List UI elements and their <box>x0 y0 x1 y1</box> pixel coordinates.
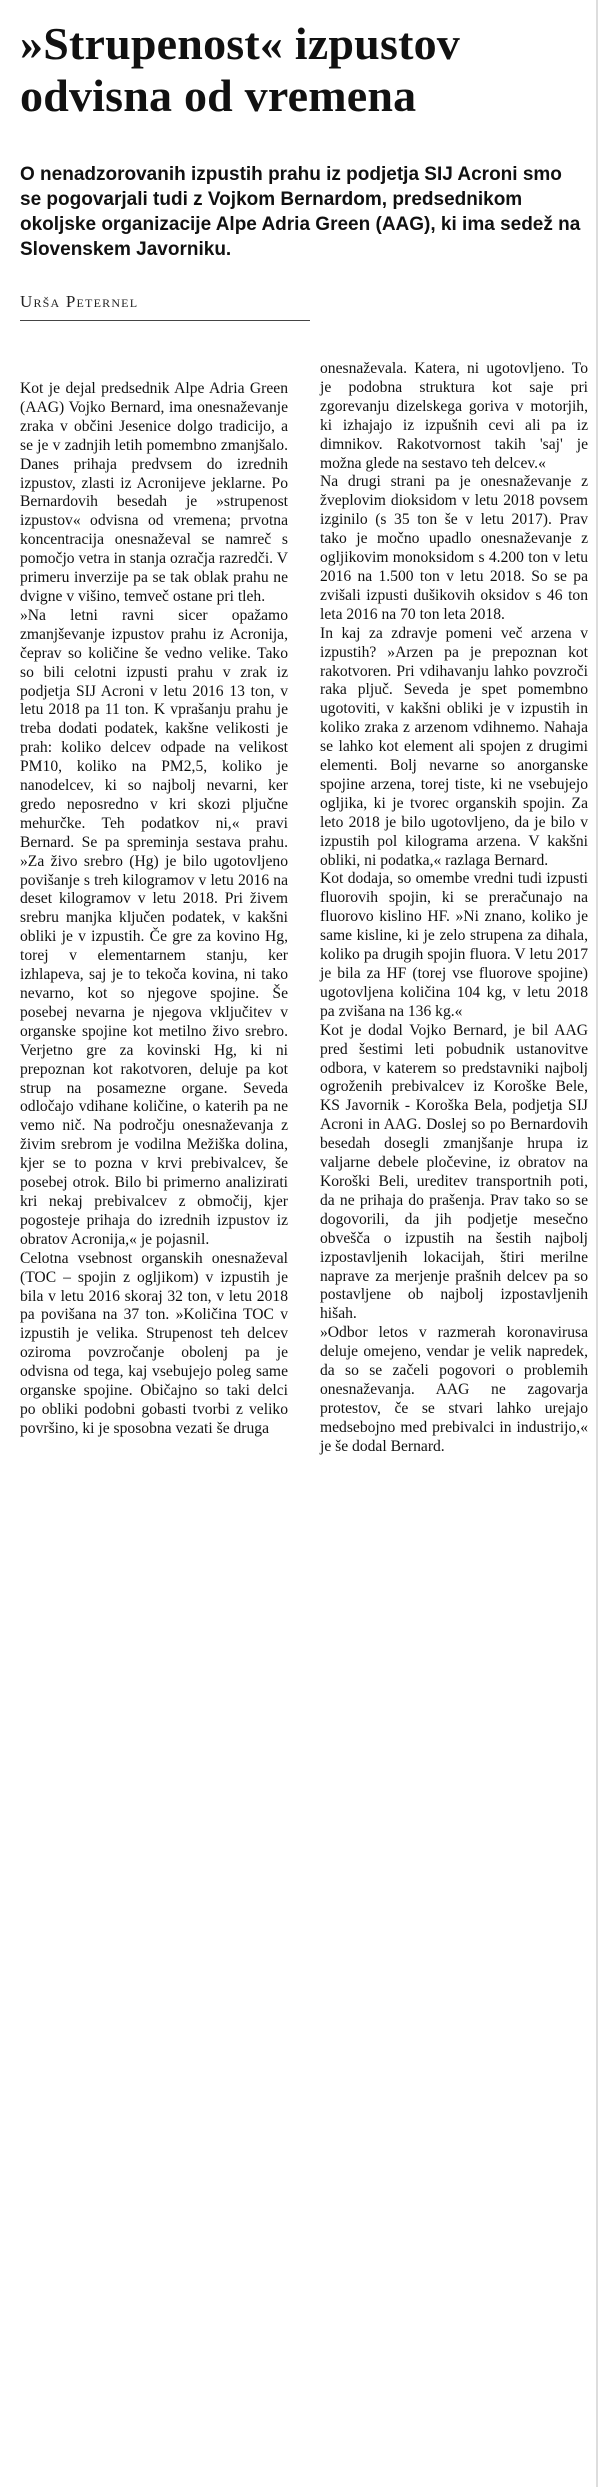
right-paragraph-2: Na drugi strani pa je onesnaževanje z žveplovim dioksidom v letu 2018 povsem izginilo (s 35 ton še v letu 2017). Prav tako je močno upadlo onesnaževanje z ogljikovim monoksidom s 4.200 ton v letu 2016 na 1.500 ton v letu 2018. So se pa zvišali izpusti dušikovih oksidov s 46 ton leta 2016 na 70 ton leta 2018. <box>320 473 588 623</box>
author-byline: Urša Peternel <box>20 292 139 311</box>
left-paragraph-3: Celotna vsebnost organskih onesnaževal (TOC – spojin z ogljikom) v izpustih je bila v letu 2016 skoraj 32 ton, v letu 2018 pa povišana na 37 ton. »Količina TOC v izpustih je velika. Strupenost teh delcev oziroma povzročanje obolenj pa je odvisna od tega, kaj vsebujejo poleg same organske spojine. Običajno so taki delci po obliki podobni gobasti tvorbi z veliko površino, ki je sposobna vezati še druga <box>20 1249 288 1437</box>
right-paragraph-3: In kaj za zdravje pomeni več arzena v izpustih? »Arzen pa je prepoznan kot rakotvoren. Pri vdihavanju lahko povzroči raka pljuč. Seveda je spet pomembno ugotoviti, v kakšni obliki je v izpustih in koliko zraka z arzenom vdihnemo. Nahaja se lahko kot element ali spojen z drugimi elementi. Bolj nevarne so anorganske spojine arzena, torej tiste, ki ne vsebujejo ogljika, ki je tvorec organskih spojin. Za leto 2018 je bilo ugotovljeno, da je bilo v izpustih pol kilograma arzena. V kakšni obliki, ni podatka,« razlaga Bernard. <box>320 624 588 869</box>
left-paragraph-1: Kot je dejal predsednik Alpe Adria Green (AAG) Vojko Bernard, ima onesnaževanje zraka v občini Jesenice dolgo tradicijo, a se je v zadnjih letih pomembno zmanjšalo. Danes prihaja predvsem do izrednih izpustov, zlasti iz Acronijeve jeklarne. Po Bernardovih besedah je »strupenost izpustov« odvisna od vremena; prvotna koncentracija onesnaževal se namreč s pomočjo vetra in stanja ozračja razredči. V primeru inverzije pa se tak oblak prahu ne dvigne v višino, temveč ostane pri tleh. <box>20 380 288 605</box>
right-column <box>320 360 588 1457</box>
left-column <box>20 380 288 1439</box>
article-title <box>20 18 584 122</box>
right-paragraph-4: Kot dodaja, so omembe vredni tudi izpusti fluorovih spojin, ki se preračunajo na fluorovo kislino HF. »Ni znano, koliko je same kisline, ki je zelo strupena za dihala, koliko pa drugih spojin fluora. V letu 2017 je bila za HF (torej vse fluorove spojine) ugotovljena količina 104 kg, v letu 2018 pa zvišana na 136 kg.« <box>320 870 588 1020</box>
byline-row <box>20 292 584 321</box>
page-edge-rule <box>596 0 598 2487</box>
right-paragraph-6: »Odbor letos v razmerah koronavirusa deluje omejeno, vendar je velik napredek, da so se začeli pogovori o problemih onesnaževanja. AAG ne zagovarja protestov, če se stvari lahko urejajo medsebojno med prebivalci in industrijo,« je še dodal Bernard. <box>320 1324 588 1455</box>
left-paragraph-2: »Na letni ravni sicer opažamo zmanjševanje izpustov prahu iz Acronija, čeprav so količine še vedno velike. Tako so bili celotni izpusti prahu v zrak iz podjetja SIJ Acroni v letu 2016 13 ton, v letu 2018 pa 11 ton. K vprašanju prahu je treba dodati podatek, kakšne velikosti je prah: koliko delcev odpade na velikost PM10, koliko na PM2,5, koliko je nanodelcev, ki so najbolj nevarni, ker gredo neposredno v kri skozi pljučne mehurčke. Teh podatkov ni,« pravi Bernard. Se pa spreminja sestava prahu. »Za živo srebro (Hg) je bilo ugotovljeno povišanje s treh kilogramov v letu 2016 na deset kilogramov v letu 2018. Pri živem srebru manjka ključen podatek, v kakšni obliki je v izpustih. Če gre za kovino Hg, torej v elementarnem stanju, ker izhlapeva, saj je to tekoča kovina, ni tako nevarno, kot so njegove spojine. Še posebej nevarna je njegova vključitev v organske spojine kot metilno živo srebro. Verjetno gre za kovinski Hg, ki ni prepoznan kot rakotvoren, deluje pa kot strup na posamezne organe. Seveda odločajo vdihane količine, o katerih pa ne vemo nič. Na področju onesnaževanja z živim srebrom je vodilna Mežiška dolina, kjer se to pozna v krvi prebivalcev, še posebej otrok. Bilo bi primerno analizirati kri nekaj prebivalcev z območij, kjer pogosteje prihaja do izrednih izpustov iz obratov Acronija,« je pojasnil. <box>20 606 288 1248</box>
article-lead: O nenadzorovanih izpustih prahu iz podjetja SIJ Acroni smo se pogovarjali tudi z Vojkom Bernardom, predsednikom okoljske organizacije Alpe Adria Green (AAG), ki ima sedež na Slovenskem Javorniku. <box>20 164 581 260</box>
title-line-1: »Strupenost« izpustov <box>20 18 460 69</box>
right-paragraph-5: Kot je dodal Vojko Bernard, je bil AAG pred šestimi leti pobudnik ustanovitve odbora, v katerem so predstavniki najbolj ogroženih prebivalcev iz Koroške Bele, KS Javornik - Koroška Bela, podjetja SIJ Acroni in AAG. Doslej so po Bernardovih besedah dosegli zmanjšanje hrupa iz valjarne debele pločevine, iz obratov na Koroški Beli, ureditev transportnih poti, da ne prihaja do prašenja. Prav tako so se dogovorili, da jih podjetje mesečno obvešča o izpustih na šestih najbolj izpostavljenih lokacijah, štiri merilne naprave za merjenje prašnih delcev pa so postavljene ob najbolj izpostavljenih hišah. <box>320 1021 588 1323</box>
byline-rule <box>20 320 310 321</box>
right-paragraph-1: onesnaževala. Katera, ni ugotovljeno. To je podobna struktura kot saje pri zgorevanju dizelskega goriva v motorjih, ki izhajajo iz izpušnih cevi ali pa iz dimnikov. Rakotvornost takih 'saj' je možna glede na sestavo teh delcev.« <box>320 360 588 472</box>
title-line-2: odvisna od vremena <box>20 70 417 121</box>
